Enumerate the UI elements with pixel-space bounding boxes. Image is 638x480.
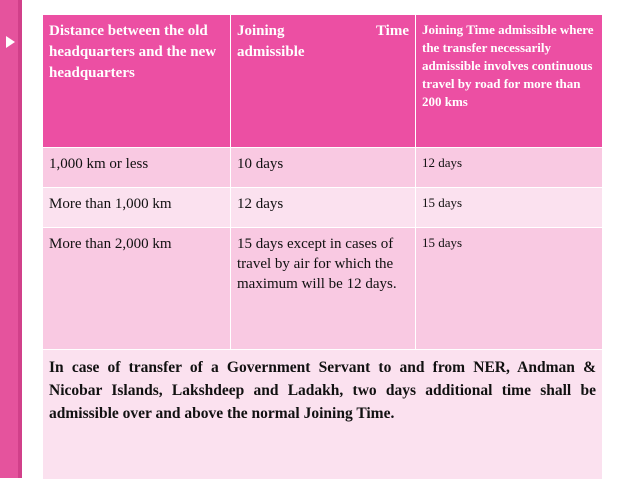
header-road-travel: Joining Time admissible where the transfer necessarily admissible involves continuous travel by road for more than 200 kms xyxy=(416,15,603,148)
header-joining-time-line1 xyxy=(237,21,409,42)
row-joining-time: 12 days xyxy=(231,188,416,228)
joining-time-table xyxy=(42,14,603,480)
row-distance: More than 2,000 km xyxy=(43,228,231,350)
table-row xyxy=(43,188,603,228)
row-distance: More than 1,000 km xyxy=(43,188,231,228)
header-time-word: Time xyxy=(375,23,409,39)
header-joining-word: Joining xyxy=(237,23,285,39)
left-accent-stripe xyxy=(0,0,18,478)
table-header-row xyxy=(43,15,603,148)
row-joining-time: 15 days except in cases of travel by air for which the maximum will be 12 days. xyxy=(231,228,416,350)
row-road-time: 12 days xyxy=(416,148,603,188)
header-admissible-word: admissible xyxy=(237,44,305,60)
row-distance: 1,000 km or less xyxy=(43,148,231,188)
header-distance: Distance between the old headquarters and the new headquarters xyxy=(43,15,231,148)
additional-time-note: In case of transfer of a Government Servant to and from NER, Andman & Nicobar Islands, Lakshdeep and Ladakh, two days additional time shall be admissible over and above the normal Joining Time. xyxy=(43,350,603,480)
row-road-time: 15 days xyxy=(416,188,603,228)
table-row xyxy=(43,228,603,350)
row-joining-time: 10 days xyxy=(231,148,416,188)
table-row xyxy=(43,148,603,188)
bullet-arrow-icon xyxy=(6,36,15,48)
table-note-row xyxy=(43,350,603,480)
header-joining-time xyxy=(231,15,416,148)
row-road-time: 15 days xyxy=(416,228,603,350)
left-accent-stripe-shadow xyxy=(18,0,22,478)
